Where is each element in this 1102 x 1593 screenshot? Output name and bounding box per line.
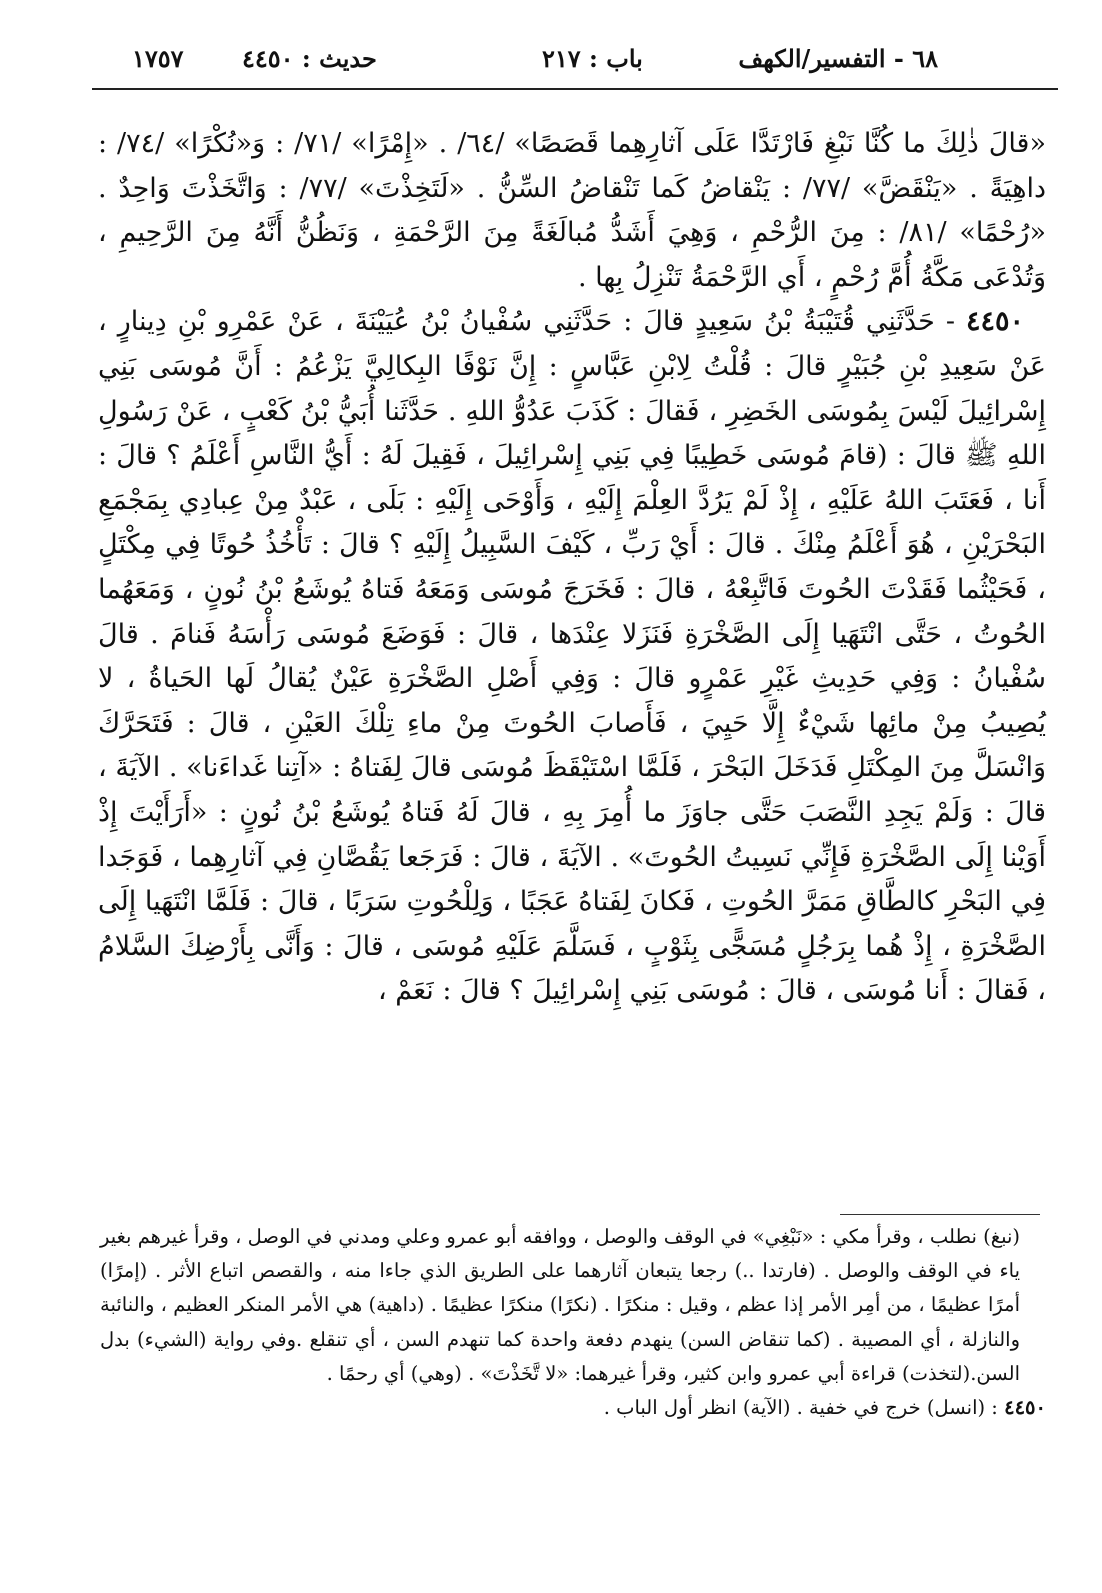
hadith-number: ٤٤٥٠ xyxy=(965,306,1024,338)
footnote-text: : (انسل) خرج في خفية . (الآية) انظر أول الباب . xyxy=(603,1396,998,1420)
footnote-divider xyxy=(840,1214,1040,1215)
footnote-number: ٤٤٥٠ xyxy=(1004,1396,1046,1420)
footnote-paragraph: (نبغ) نطلب ، وقرأ مكي : «نَبْغِي» في الوقف والوصل ، ووافقه أبو عمرو وعلي ومدني في الوصل ، وقرأ غيرهم بغير ياء في الوقف والوصل . (فارتدا ..) رجعا يتبعان آثارهما على الطريق الذي جاءا منه ، والقصص اتباع الأثر . (إمرًا) أمرًا عظيمًا ، من أمِر الأمر إذا عظم ، وقيل : منكرًا . (نكرًا) منكرًا عظيمًا . (داهية) هي الأمر المنكر العظيم ، والنائبة والنازلة ، أي المصيبة . (كما تنقاض السن) ينهدم دفعة واحدة كما تنهدم السن ، أي تنقلع .وفي رواية (الشيء) بدل السن.(لتخذت) قراءة أبي عمرو وابن كثير، وقرأ غيرهما: «لا تَّخَذْتَ» . (وهي) أي رحمًا . xyxy=(100,1225,1020,1385)
bab-number: باب : ٢١٧ xyxy=(542,44,643,73)
page-header xyxy=(92,40,1058,90)
hadith-paragraph xyxy=(98,300,1046,1014)
hadith-text: - حَدَّثَنِي قُتَيْبَةُ بْنُ سَعِيدٍ قالَ : حَدَّثَنِي سُفْيانُ بْنُ عُيَيْنَةَ ، عَنْ عَمْرِو بْنِ دِينارٍ ، عَنْ سَعِيدِ بْنِ جُبَيْرٍ قالَ : قُلْتُ لِابْنِ عَبَّاسٍ : إِنَّ نَوْفًا البِكالِيَّ يَزْعُمُ : أَنَّ مُوسَى بَنِي إِسْرائِيلَ لَيْسَ بِمُوسَى الخَضِرِ ، فَقالَ : كَذَبَ عَدُوُّ اللهِ . حَدَّثَنا أُبَيُّ بْنُ كَعْبٍ ، عَنْ رَسُولِ اللهِ ﷺ قالَ : (قامَ مُوسَى خَطِيبًا فِي بَنِي إِسْرائِيلَ ، فَقِيلَ لَهُ : أَيُّ النَّاسِ أَعْلَمُ ؟ قالَ : أَنا ، فَعَتَبَ اللهُ عَلَيْهِ ، إِذْ لَمْ يَرُدَّ العِلْمَ إِلَيْهِ ، وَأَوْحَى إِلَيْهِ : بَلَى ، عَبْدٌ مِنْ عِبادِي بِمَجْمَعِ البَحْرَيْنِ ، هُوَ أَعْلَمُ مِنْكَ . قالَ : أَيْ رَبِّ ، كَيْفَ السَّبِيلُ إِلَيْهِ ؟ قالَ : تَأْخُذُ حُوتًا فِي مِكْتَلٍ ، فَحَيْثُما فَقَدْتَ الحُوتَ فَاتَّبِعْهُ ، قالَ : فَخَرَجَ مُوسَى وَمَعَهُ فَتاهُ يُوشَعُ بْنُ نُونٍ ، وَمَعَهُما الحُوتُ ، حَتَّى انْتَهَيا إِلَى الصَّخْرَةِ فَنَزَلا عِنْدَها ، قالَ : فَوَضَعَ مُوسَى رَأْسَهُ فَنامَ . قالَ سُفْيانُ : وَفِي حَدِيثِ غَيْرِ عَمْرٍو قالَ : وَفِي أَصْلِ الصَّخْرَةِ عَيْنٌ يُقالُ لَها الحَياةُ ، لا يُصِيبُ مِنْ مائِها شَيْءٌ إِلَّا حَيِيَ ، فَأَصابَ الحُوتَ مِنْ ماءِ تِلْكَ العَيْنِ ، قالَ : فَتَحَرَّكَ وَانْسَلَّ مِنَ المِكْتَلِ فَدَخَلَ البَحْرَ ، فَلَمَّا اسْتَيْقَظَ مُوسَى قالَ لِفَتاهُ : «آتِنا غَداءَنا» . الآيَةَ ، قالَ : وَلَمْ يَجِدِ النَّصَبَ حَتَّى جاوَزَ ما أُمِرَ بِهِ ، قالَ لَهُ فَتاهُ يُوشَعُ بْنُ نُونٍ : «أَرَأَيْتَ إِذْ أَوَيْنا إِلَى الصَّخْرَةِ فَإِنِّي نَسِيتُ الحُوتَ» . الآيَةَ ، قالَ : فَرَجَعا يَقُصَّانِ فِي آثارِهِما ، فَوَجَدا فِي البَحْرِ كالطَّاقِ مَمَرَّ الحُوتِ ، فَكانَ لِفَتاهُ عَجَبًا ، وَلِلْحُوتِ سَرَبًا ، قالَ : فَلَمَّا انْتَهَيا إِلَى الصَّخْرَةِ ، إِذْ هُما بِرَجُلٍ مُسَجًّى بِثَوْبٍ ، فَسَلَّمَ عَلَيْهِ مُوسَى ، قالَ : وَأَنَّى بِأَرْضِكَ السَّلامُ ، فَقالَ : أَنا مُوسَى ، قالَ : مُوسَى بَنِي إِسْرائِيلَ ؟ قالَ : نَعَمْ ، xyxy=(98,306,1046,1007)
footnote-4450 xyxy=(100,1391,1046,1425)
footnotes xyxy=(100,1220,1046,1425)
main-text xyxy=(98,122,1046,1014)
hadith-range: حديث : ٤٤٥٠ xyxy=(242,44,377,73)
chapter-title: ٦٨ - التفسير/الكهف xyxy=(738,44,938,73)
intro-paragraph: «قالَ ذٰلِكَ ما كُنَّا نَبْغِ فَارْتَدَّا عَلَى آثارِهِما قَصَصًا» /٦٤/ . «إِمْرًا» /٧١/ : وَ«نُكْرًا» /٧٤/ : داهِيَةً . «يَنْقَضَّ» /٧٧/ : يَنْقاضُ كَما تَنْقاضُ السِّنُّ . «لَتَخِذْتَ» /٧٧/ : وَاتَّخَذْتَ وَاحِدٌ . «رُحْمًا» /٨١/ : مِنَ الرُّحْمِ ، وَهِيَ أَشَدُّ مُبالَغَةً مِنَ الرَّحْمَةِ ، وَنَظُنُّ أَنَّهُ مِنَ الرَّحِيمِ ، وَتُدْعَى مَكَّةُ أُمَّ رُحْمٍ ، أَي الرَّحْمَةُ تَنْزِلُ بِها . xyxy=(98,128,1046,293)
page-number: ١٧٥٧ xyxy=(132,44,184,73)
